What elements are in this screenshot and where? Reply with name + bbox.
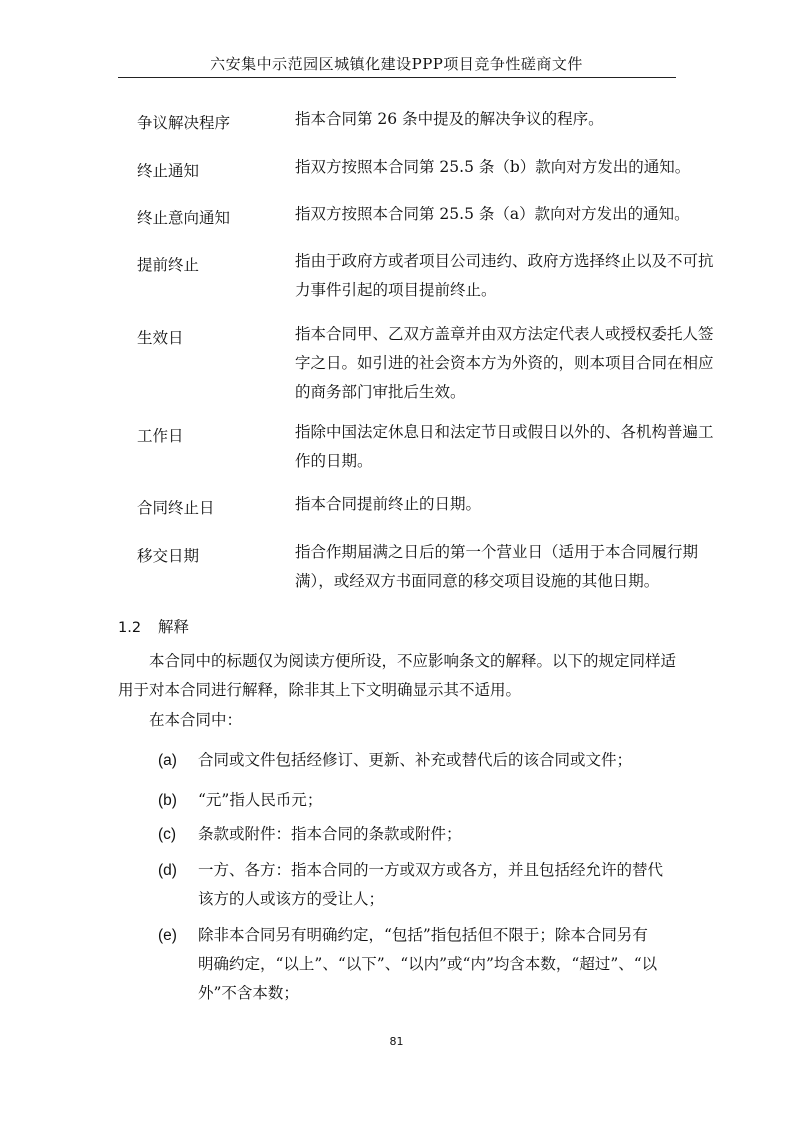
definition-term: 争议解决程序	[137, 114, 231, 132]
paragraph: 在本合同中：	[149, 711, 243, 729]
definition-text: 指由于政府方或者项目公司违约、政府方选择终止以及不可抗力事件引起的项目提前终止。	[295, 252, 714, 299]
definition-term: 终止通知	[137, 162, 200, 180]
definition-text: 指本合同甲、乙双方盖章并由双方法定代表人或授权委托人签字之日。如引进的社会资本方为外资的，则本项目合同在相应的商务部门审批后生效。	[295, 325, 714, 401]
definition-term: 生效日	[137, 329, 184, 347]
section-number: 1.2	[118, 620, 142, 636]
definition-text: 指合作期届满之日后的第一个营业日（适用于本合同履行期满），或经双方书面同意的移交项目设施的其他日期。	[295, 543, 699, 590]
definition-text: 指本合同提前终止的日期。	[295, 495, 482, 513]
list-item-label: (c)	[158, 826, 177, 843]
page-number: 81	[389, 1035, 404, 1048]
list-item-text: 合同或文件包括经修订、更新、补充或替代后的该合同或文件；	[198, 751, 633, 769]
section-title: 解释	[158, 618, 190, 636]
definition-term: 工作日	[137, 427, 184, 445]
list-item-label: (b)	[158, 792, 177, 809]
section-heading	[118, 615, 189, 637]
definition-text: 指除中国法定休息日和法定节日或假日以外的、各机构普遍工作的日期。	[295, 423, 714, 470]
definition-term: 终止意向通知	[137, 209, 231, 227]
list-item-text: 除非本合同另有明确约定，“包括”指包括但不限于；除本合同另有明确约定，“以上”、“以下”、“以内”或“内”均含本数，“超过”、“以外”不含本数；	[198, 926, 658, 1002]
list-item-label: (a)	[158, 752, 177, 769]
paragraph: 本合同中的标题仅为阅读方便所设，不应影响条文的解释。以下的规定同样适用于对本合同进行解释，除非其上下文明确显示其不适用。	[118, 652, 677, 699]
definition-term: 移交日期	[137, 547, 200, 565]
list-item-label: (d)	[158, 862, 177, 879]
definition-text: 指双方按照本合同第 25.5 条（a）款向对方发出的通知。	[295, 205, 690, 223]
list-item-text: “元”指人民币元；	[198, 791, 323, 809]
list-item-label: (e)	[158, 927, 177, 944]
definition-text: 指双方按照本合同第 25.5 条（b）款向对方发出的通知。	[295, 158, 691, 176]
definition-term: 合同终止日	[137, 499, 215, 517]
list-item-text: 条款或附件：指本合同的条款或附件；	[198, 825, 462, 843]
header-rule	[118, 77, 676, 78]
definition-text: 指本合同第 26 条中提及的解决争议的程序。	[295, 110, 604, 128]
list-item-text: 一方、各方：指本合同的一方或双方或各方，并且包括经允许的替代该方的人或该方的受让人；	[198, 861, 664, 908]
definition-term: 提前终止	[137, 256, 200, 274]
page-header: 六安集中示范园区城镇化建设PPP项目竞争性磋商文件	[210, 55, 583, 73]
